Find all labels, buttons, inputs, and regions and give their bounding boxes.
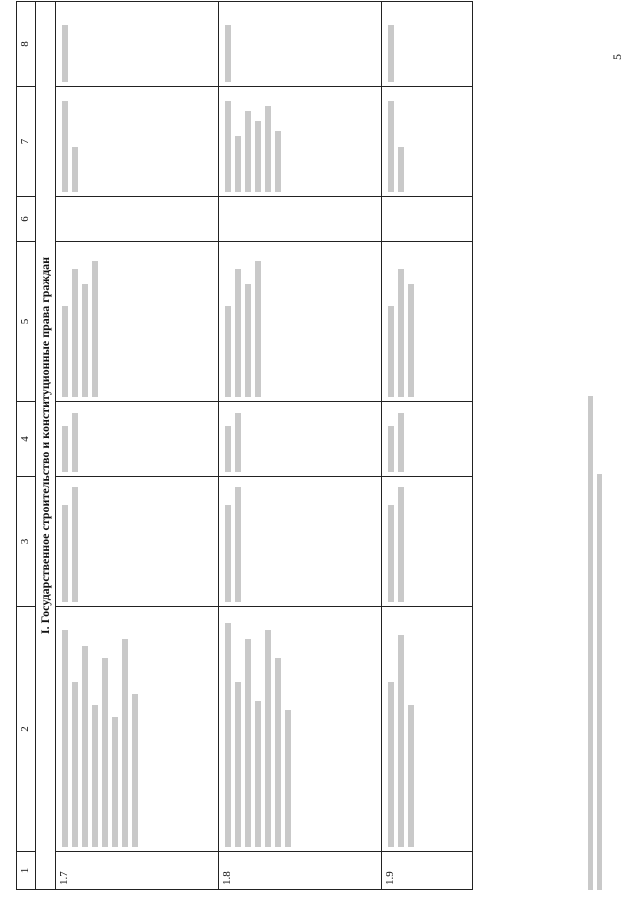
bill-title-placeholder	[219, 607, 382, 852]
row-id: 1.7	[56, 852, 219, 890]
deadline-placeholder	[219, 2, 382, 87]
empty-cell	[56, 197, 219, 242]
col-number: 1	[17, 852, 36, 890]
section-title: I. Государственное строительство и конституционные права граждан	[36, 2, 56, 890]
deadline-placeholder	[56, 2, 219, 87]
bill-title-placeholder	[382, 607, 473, 852]
section-row	[36, 2, 56, 890]
col-number: 2	[17, 607, 36, 852]
footer-placeholder	[584, 370, 605, 890]
initiator-placeholder	[219, 477, 382, 607]
empty-cell	[382, 197, 473, 242]
initiator-placeholder	[56, 477, 219, 607]
col-number: 8	[17, 2, 36, 87]
bill-number-placeholder	[219, 402, 382, 477]
table-row	[219, 2, 382, 890]
col-number: 4	[17, 402, 36, 477]
col-number: 6	[17, 197, 36, 242]
initiator-placeholder	[382, 477, 473, 607]
column-number-row	[17, 2, 36, 890]
col-number: 5	[17, 242, 36, 402]
status-placeholder	[382, 87, 473, 197]
bill-number-placeholder	[382, 402, 473, 477]
table-row	[382, 2, 473, 890]
deadline-placeholder	[382, 2, 473, 87]
page-number: 5	[610, 54, 624, 60]
committee-placeholder	[219, 242, 382, 402]
col-number: 3	[17, 477, 36, 607]
col-number: 7	[17, 87, 36, 197]
status-placeholder	[219, 87, 382, 197]
committee-placeholder	[382, 242, 473, 402]
row-id: 1.8	[219, 852, 382, 890]
table-row	[56, 2, 219, 890]
empty-cell	[219, 197, 382, 242]
bill-number-placeholder	[56, 402, 219, 477]
committee-placeholder	[56, 242, 219, 402]
status-placeholder	[56, 87, 219, 197]
bill-title-placeholder	[56, 607, 219, 852]
legislative-plan-table	[16, 1, 473, 890]
row-id: 1.9	[382, 852, 473, 890]
